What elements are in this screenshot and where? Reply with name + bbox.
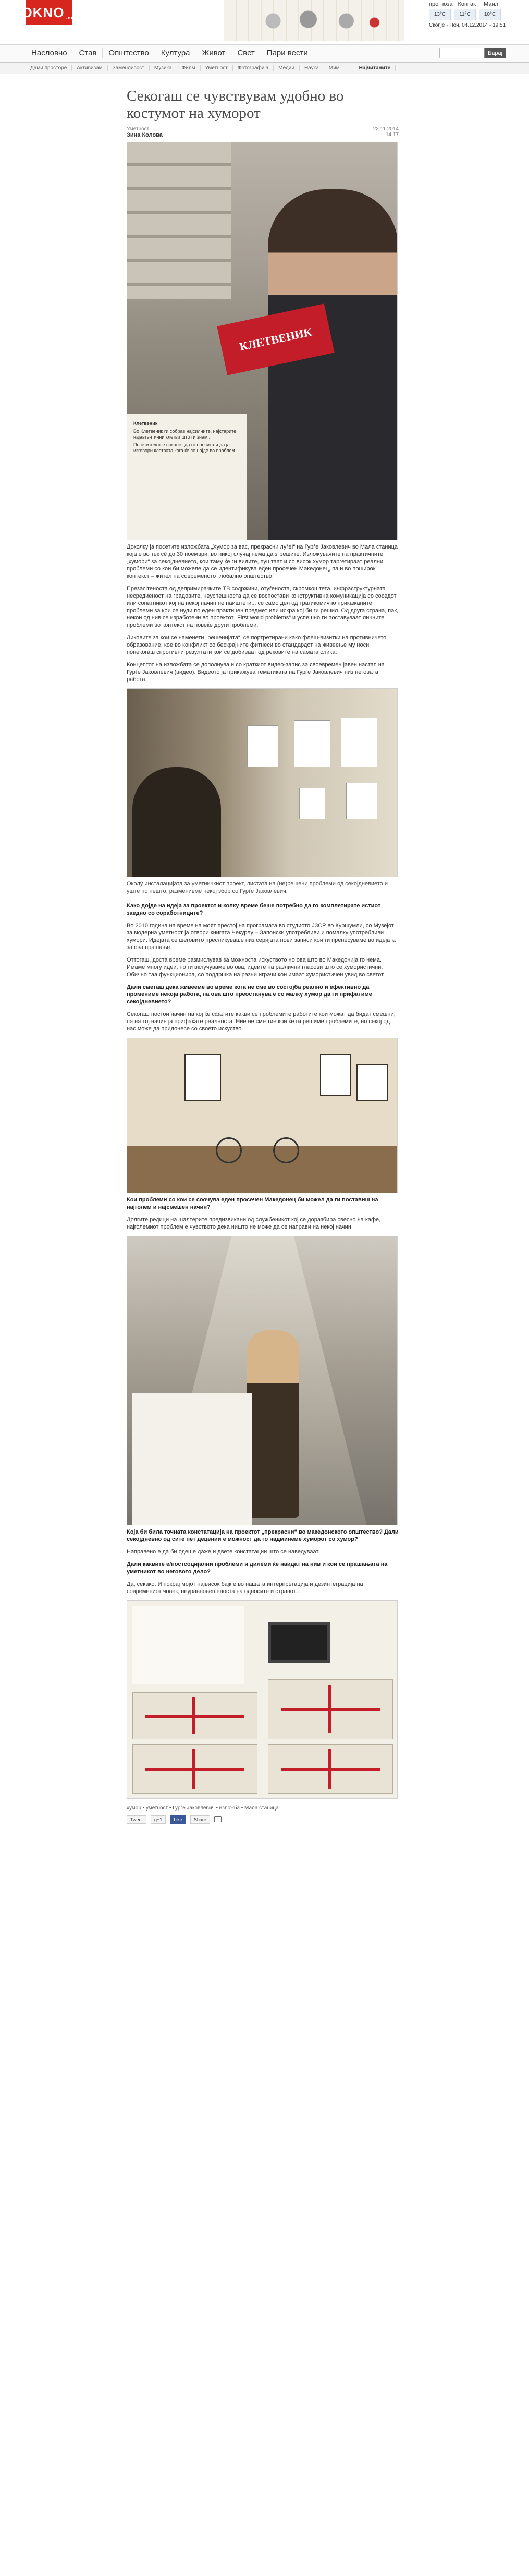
search-input[interactable] — [439, 48, 484, 58]
article-date-time: 14:17 — [385, 132, 399, 138]
article-tags[interactable]: хумор • уметност • Гурѓе Јаковлевич • изложба • Мала станица — [127, 1802, 399, 1811]
nav-item-culture[interactable]: Култура — [155, 48, 196, 58]
subnav-item[interactable]: Уметност — [201, 65, 233, 71]
interview-answer: Да, секако. И покрај мојот највисок бајк е во нашата интерпретација и дезинтеграција на современиот човек, неуравновешеноста на односите и стравот... — [127, 1581, 363, 1595]
subnav-item[interactable]: Мим — [324, 65, 345, 71]
photo-frame — [356, 1064, 388, 1101]
current-date: Скопје - Пон, 04.12.2014 - 19:51 — [429, 22, 506, 28]
article-author[interactable]: Зина Колова — [127, 132, 163, 138]
gplus-button[interactable]: g+1 — [151, 1815, 166, 1824]
sub-nav — [0, 63, 529, 74]
interview-answer: Во 2010 година на време на моят престој на програмата во студиото ЈЗСР во Куршумли, со Музејот за модерна уметност ја отвори книгата Чекурлу – Запонски употребливи и помалку употребливи хумори. Идејата се шеговито пресликуваше низ серијата нови записи кои ги пренесуваме во идејата за ова прашање. — [127, 922, 396, 951]
weather-tab[interactable]: Маил — [484, 1, 499, 7]
weather-value: 10°C — [479, 9, 501, 20]
photo-tile — [268, 1744, 393, 1794]
weather-value: 11°C — [454, 9, 476, 20]
interview-question: Која би била точната констатација на проектот „прекрасни“ во македонското општество? Дали секојдневно од сите пет децении е можност да го надминеме хуморот со хумор? — [127, 1529, 399, 1542]
booklet-title: Клетвеник — [133, 421, 158, 426]
nav-item-home[interactable]: Насловно — [26, 48, 73, 58]
interview-answer: Долгите редици на шалтерите предизвикани од службеникот кој се доразбира свесно на кафе, најголемиот проблем е чувството дека ништо не може да се направи на некој начин. — [127, 1217, 381, 1230]
weather-widget — [429, 1, 507, 28]
photo-visitor — [132, 767, 221, 877]
photo-frame — [247, 725, 278, 767]
search-button[interactable]: Барај — [484, 48, 506, 58]
photo-walker — [247, 1330, 299, 1518]
article-paragraph: Презасітеноста од депримирачките ТВ содржини, отуѓеноста, скромкоштета, инфраструктурната несредиеност на градовите, неуспешноста да се воспостави конструктивна комуникација со соседот или сопатникот кој на некој начин не наиштети... се само дел од трагикомично прикажаните проблеми за кои се нуди по еден практичен предмет или искра кој би ги решил. Од друга страна, пак, некои од нив се изработени во проектот „First world problems“ и успешно ги поставуваат личните проблеми во контекст на повеќе други проблеми. — [127, 586, 399, 628]
article-category[interactable]: Уметност — [127, 126, 150, 132]
photo-frame — [184, 1054, 221, 1101]
article-paragraph: Концептот на изложбата се дополнува и со краткиот видео-запис за своевремен јавен настап на Гурѓе Јаковлевич (видео). Видеото ја прикажува тематиката на Гурѓе Јаковлевич низ неговата работа. — [127, 662, 385, 683]
search-box — [439, 48, 506, 58]
nav-item-money[interactable]: Пари вести — [261, 48, 314, 58]
photo-booklet — [132, 1393, 252, 1525]
nav-item-society[interactable]: Општество — [103, 48, 155, 58]
interview-question: Како дојде на идеја за проектот и колку време беше потребно да го комплетирате истиот заедно со соработниците? — [127, 903, 381, 916]
article-paragraph: Доколку ја посетите изложбата „Хумор за вас, прекрасни луѓе!“ на Гурѓе Јаковлевич во Мала станица која е во тек сè до 30 ноември, во никој случај нема да згрешите. Изложувачите на практичните „хумори“ за секојдневието, кои таму ќе ги видите, пуштаат и со висок хумор таргетираат реални проблеми со кои би можеле да се идентификува еден просечен Македонец, па и во поширок контекст – жител на современото глобално општество. — [127, 544, 398, 579]
nav-item-opinion[interactable]: Став — [73, 48, 103, 58]
article-photo-gallery[interactable] — [127, 688, 398, 877]
photo-tile — [132, 1744, 257, 1794]
article-photo-main[interactable] — [127, 142, 398, 540]
weather-value: 13°C — [429, 9, 451, 20]
subnav-item[interactable]: Медии — [274, 65, 300, 71]
booklet-line: Посетителот е поканет да го прочита и да ја изговори клетвата кога ќе се најде во проблем. — [133, 442, 237, 453]
article — [127, 88, 399, 1824]
interview-answer: Оттогаш, доста време размислував за можноста искуството но ова што во Македонија го нема. Имаме многу идеи, но ги вклучуваме во ова, идеите на различни гласови што се хумористични. Обично таа функционира, со поддршка на разни играчи кои имаат хумористичен увид во светот. — [127, 957, 385, 978]
nav-item-world[interactable]: Свет — [231, 48, 261, 58]
article-photo-street[interactable] — [127, 1236, 398, 1525]
site-header — [0, 0, 529, 45]
photo-tile — [132, 1692, 257, 1739]
photo-paper — [132, 1606, 244, 1684]
article-date — [373, 126, 399, 138]
subnav-item[interactable]: Наука — [300, 65, 324, 71]
photo-building — [127, 142, 231, 299]
subnav-active-item[interactable]: Најчитаните — [354, 65, 396, 71]
share-button[interactable]: Share — [190, 1815, 210, 1824]
weather-tab[interactable]: Контакт — [458, 1, 479, 7]
interview-question: Дали сметаш дека живееме во време кога не сме во состојба реално и ефективно да промениме некоја работа, па ова што преостанува е со малку хумор да ги прифатиме секојдневието? — [127, 984, 372, 1005]
interview-answer: Секогаш постои начин на кој ќе сфатите какви се проблемите работите кои можат да бидат смешни, па на тој начин ја прифаќате реалноста. Ние не сме тие кои ќе ги решиме проблемите, но секој од нас може да придонесе со своето искуство. — [127, 1011, 396, 1032]
like-button[interactable]: Like — [170, 1815, 186, 1824]
subnav-item[interactable]: Заменливост — [108, 65, 150, 71]
logo-suffix: .net — [66, 15, 77, 20]
article-meta — [127, 126, 399, 139]
interview-answer: Направено е да би одеше даже и двете констатации што се наведуваат. — [127, 1549, 320, 1555]
photo-sign: КЛЕТВЕНИК — [217, 303, 334, 375]
subnav-item[interactable]: Музика — [150, 65, 177, 71]
photo-tv — [268, 1622, 330, 1663]
subnav-item[interactable]: Дами просторе — [26, 65, 72, 71]
article-date-day: 22.11.2014 — [373, 126, 399, 132]
article-photo-bicycle[interactable] — [127, 1038, 398, 1193]
photo-tile — [268, 1679, 393, 1739]
weather-tab[interactable]: прогноза — [429, 1, 453, 7]
subnav-item[interactable]: Фотографија — [233, 65, 274, 71]
print-icon[interactable] — [214, 1816, 222, 1822]
photo-frame — [299, 788, 325, 819]
logo-text: OKNO — [21, 4, 65, 20]
photo-bicycle — [216, 1132, 299, 1163]
photo-frame — [346, 783, 377, 819]
header-banner-image — [224, 0, 404, 41]
interview-question: Кои проблеми со кои се соочува еден просечен Македонец би можел да ги поставиш на најголем и најсмешен начин? — [127, 1197, 378, 1210]
tweet-button[interactable]: Tweet — [127, 1815, 146, 1824]
article-title: Секогаш се чувствувам удобно во костумот на хуморот — [127, 88, 344, 121]
photo-frame — [294, 720, 330, 767]
site-logo[interactable] — [21, 0, 77, 25]
nav-item-life[interactable]: Живот — [196, 48, 232, 58]
article-photo-collage[interactable] — [127, 1600, 398, 1799]
subnav-item[interactable]: Филм — [177, 65, 201, 71]
photo-caption: Околу инсталацијата за уметничкиот проект, листата на (не)решени проблеми од секојдневието и уште по нешто, разменивме некој збор со Гурѓе Јаковлевич. — [127, 881, 388, 894]
booklet-line: Во Клетвеник ги собрав најсилните, најстарите, најавтентични клетви што ги знам... — [133, 429, 238, 440]
subnav-item[interactable]: Активизам — [72, 65, 107, 71]
photo-frame — [341, 718, 377, 767]
photo-person — [268, 189, 398, 540]
main-nav — [0, 45, 529, 63]
photo-booklet — [127, 414, 247, 540]
article-paragraph: Ликовите за кои се наменети „решенијата“, се портретирани како флеш-визитки на противничето образование, кое во конфликт со бескрајните фитнеси во стандардот на живеење му носи понекогаш спротивни резултати кои се добиваат од рековите на самата слика. — [127, 635, 387, 655]
photo-frame — [320, 1054, 351, 1096]
interview-question: Дали каквите е/постсоцијални проблеми и дилеми ќе наидат на нив и кои се прашањата на уметникот во неговото дело? — [127, 1561, 388, 1575]
share-bar — [127, 1815, 399, 1824]
